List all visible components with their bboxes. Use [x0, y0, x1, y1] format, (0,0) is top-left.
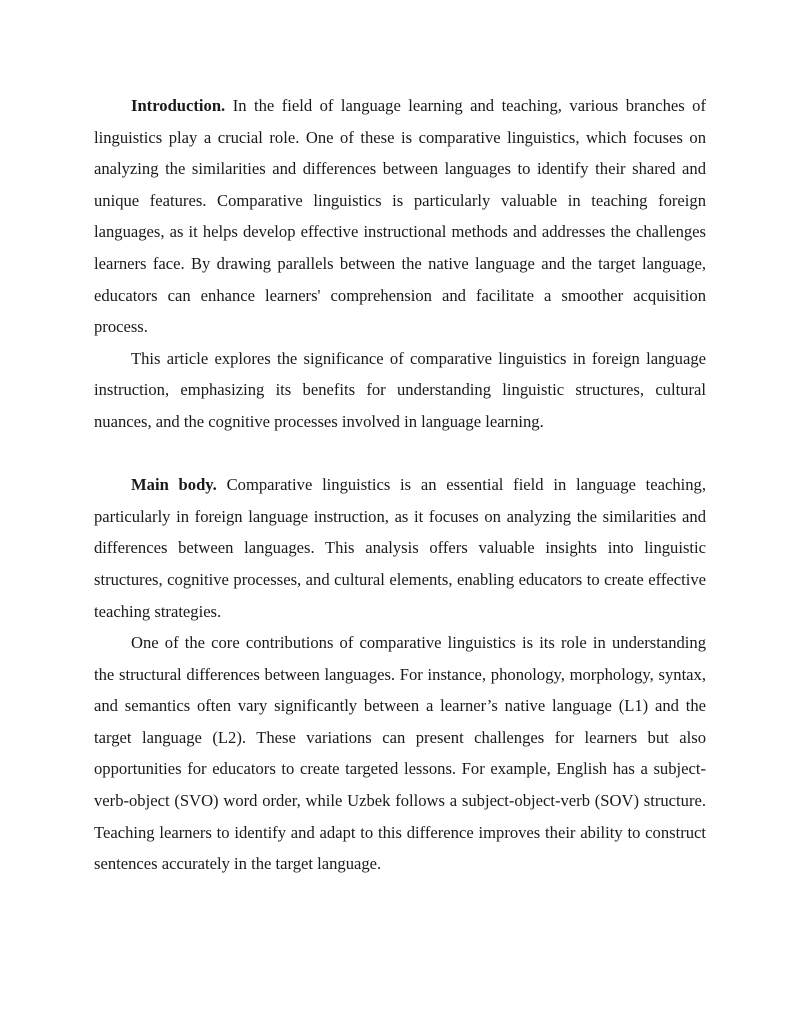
intro-heading: Introduction.: [131, 96, 226, 115]
document-body: [94, 90, 706, 880]
main-body-heading: Main body.: [131, 475, 217, 495]
intro-paragraph-2: This article explores the significance of comparative linguistics in foreign language instruction, emphasizing its benefits for understanding linguistic structures, cultural nuances, and the cognitive processes involved in language learning.: [94, 348, 706, 431]
intro-paragraph-1: [94, 90, 706, 343]
main-body-paragraph-1-text: Comparative linguistics is an essential field in language teaching, particularly in foreign language instruction, as it focuses on analyzing the similarities and differences between languages. This analysis offers valuable insights into linguistic structures, cognitive processes, and cultural elements, enabling educators to create effective teaching strategies.: [94, 475, 706, 621]
main-body-paragraph-2: One of the core contributions of comparative linguistics is its role in understanding the structural differences between languages. For instance, phonology, morphology, syntax, and semantics often vary significantly between a learner’s native language (L1) and the target language (L2). These variations can present challenges for learners but also opportunities for educators to create targeted lessons. For example, English has a subject-verb-object (SVO) word order, while Uzbek follows a subject-object-verb (SOV) structure. Teaching learners to identify and adapt to this difference improves their ability to construct sentences accurately in the target language.: [94, 633, 706, 874]
section-spacer: [94, 438, 706, 470]
main-body-paragraph-1: [94, 469, 706, 627]
intro-paragraph-1-text: In the field of language learning and teaching, various branches of linguistics play a crucial role. One of these is comparative linguistics, which focuses on analyzing the similarities and differences between languages to identify their shared and unique features. Comparative linguistics is particularly valuable in teaching foreign languages, as it helps develop effective instructional methods and addresses the challenges learners face. By drawing parallels between the native language and the target language, educators can enhance learners' comprehension and facilitate a smoother acquisition process.: [94, 96, 706, 337]
